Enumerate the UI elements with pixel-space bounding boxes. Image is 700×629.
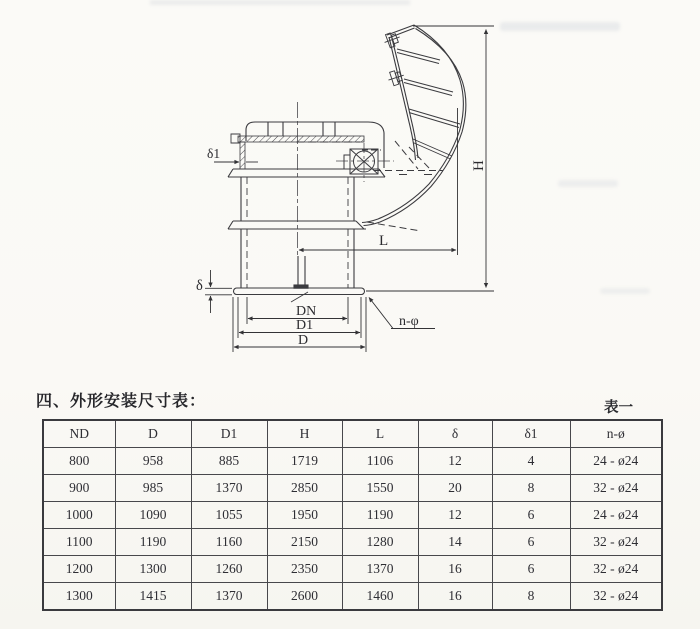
table-header-cell: D: [115, 420, 191, 448]
label-l: L: [379, 233, 389, 249]
table-cell: 1055: [191, 502, 267, 529]
table-cell: 16: [418, 556, 492, 583]
table-cell: 1950: [267, 502, 342, 529]
table-cell: 1415: [115, 583, 191, 611]
dimension-labels: [196, 146, 487, 348]
table-cell: 8: [492, 583, 570, 611]
table-header-cell: n-ø: [570, 420, 662, 448]
table-cell: 6: [492, 502, 570, 529]
table-cell: 985: [115, 475, 191, 502]
liner-wall-hatch: [240, 142, 245, 169]
label-d1: D1: [296, 318, 314, 333]
bottom-flange: [234, 288, 365, 295]
label-n-phi: n-φ: [399, 314, 419, 329]
hinge-assembly: [344, 149, 378, 174]
table-cell: 885: [191, 448, 267, 475]
table-cell: 32 - ø24: [570, 529, 662, 556]
table-row: [43, 502, 662, 529]
table-cell: 6: [492, 529, 570, 556]
table-cell: 1160: [191, 529, 267, 556]
table-cell: 2600: [267, 583, 342, 611]
table-cell: 20: [418, 475, 492, 502]
table-cell: 16: [418, 583, 492, 611]
table-row: [43, 529, 662, 556]
dimension-table: [42, 419, 663, 611]
table-row: [43, 583, 662, 611]
table-cell: 1550: [342, 475, 418, 502]
label-dn: DN: [296, 304, 317, 319]
table-cell: 14: [418, 529, 492, 556]
table-cell: 12: [418, 448, 492, 475]
table-cell: 900: [43, 475, 115, 502]
label-delta1: δ1: [207, 146, 221, 161]
table-cell: 8: [492, 475, 570, 502]
table-cell: 1106: [342, 448, 418, 475]
table-number-label: 表一: [604, 400, 633, 416]
label-h: H: [471, 160, 487, 171]
table-cell: 1090: [115, 502, 191, 529]
label-d: D: [298, 333, 309, 348]
table-cell: 12: [418, 502, 492, 529]
table-header-cell: δ: [418, 420, 492, 448]
seat-hatch: [238, 136, 364, 142]
table-cell: 1200: [43, 556, 115, 583]
table-cell: 32 - ø24: [570, 475, 662, 502]
table-header-cell: D1: [191, 420, 267, 448]
table-cell: 2150: [267, 529, 342, 556]
table-cell: 1300: [43, 583, 115, 611]
table-cell: 1300: [115, 556, 191, 583]
table-cell: 1000: [43, 502, 115, 529]
table-cell: 6: [492, 556, 570, 583]
table-cell: 800: [43, 448, 115, 475]
table-cell: 1280: [342, 529, 418, 556]
table-cell: 1370: [342, 556, 418, 583]
table-cell: 1370: [191, 583, 267, 611]
table-cell: 24 - ø24: [570, 448, 662, 475]
table-cell: 4: [492, 448, 570, 475]
table-row: [43, 448, 662, 475]
section-title: 四、外形安装尺寸表：: [36, 393, 207, 410]
table-row: [43, 475, 662, 502]
table-cell: 1260: [191, 556, 267, 583]
table-header-cell: L: [342, 420, 418, 448]
table-header-cell: H: [267, 420, 342, 448]
table-header-row: [43, 420, 662, 448]
table-cell: 32 - ø24: [570, 583, 662, 611]
table-cell: 958: [115, 448, 191, 475]
table-cell: 1460: [342, 583, 418, 611]
table-cell: 24 - ø24: [570, 502, 662, 529]
table-cell: 1100: [43, 529, 115, 556]
door-ribs: [397, 49, 460, 159]
table-cell: 1370: [191, 475, 267, 502]
table-cell: 1190: [342, 502, 418, 529]
table-cell: 1719: [267, 448, 342, 475]
table-header-cell: δ1: [492, 420, 570, 448]
table-header-cell: ND: [43, 420, 115, 448]
dimension-lines: [205, 26, 494, 352]
table-cell: 2850: [267, 475, 342, 502]
table-cell: 32 - ø24: [570, 556, 662, 583]
table-cell: 2350: [267, 556, 342, 583]
flap-door: [362, 25, 466, 231]
label-delta: δ: [196, 278, 203, 294]
table-cell: 1190: [115, 529, 191, 556]
table-row: [43, 556, 662, 583]
